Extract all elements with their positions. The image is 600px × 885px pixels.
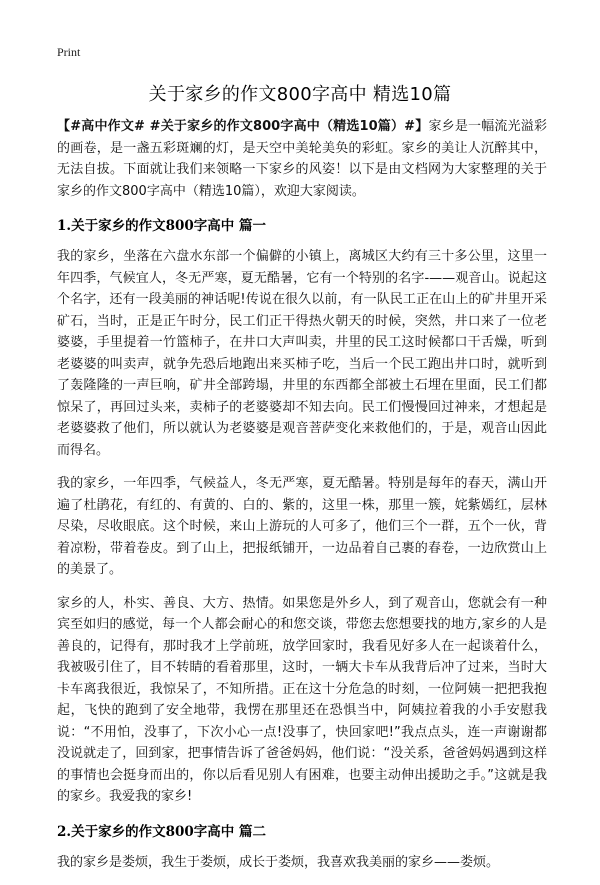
intro-paragraph	[57, 116, 547, 202]
document-body	[57, 116, 547, 885]
document-title: 关于家乡的作文800字高中 精选10篇	[148, 84, 452, 105]
intro-text: 家乡是一幅流光溢彩的画卷，是一盏五彩斑斓的灯，是天空中美轮美奂的彩虹。家乡的美让人沉醉其中，无法自拔。下面就让我们来领略一下家乡的风姿！以下是由文档网为大家整理的关于家乡的作文800字高中（精选10篇），欢迎大家阅读。	[57, 119, 547, 199]
section-heading: 1.关于家乡的作文800字高中 篇一	[57, 218, 266, 234]
intro-tag: 【#高中作文# #关于家乡的作文800字高中（精选10篇）#】	[57, 119, 429, 134]
section-paragraph: 家乡的人，朴实、善良、大方、热情。如果您是外乡人，到了观音山，您就会有一种宾至如归的感觉，每一个人都会耐心的和您交谈，带您去您想要找的地方,家乡的人是善良的，记得有，那时我才上学前班，放学回家时，我看见好多人在一起谈着什么，我被吸引住了，目不转睛的看着那里，这时，一辆大卡车从我背后冲了过来，当时大卡车离我很近，我惊呆了，不知所措。正在这十分危急的时刻，一位阿姨一把把我抱起，飞快的跑到了安全地带，我愣在那里还在恐惧当中，阿姨拉着我的小手安慰我说：“不用怕，没事了，下次小心一点!没事了，快回家吧!”我点点头，连一声谢谢都没说就走了，回到家，把事情告诉了爸爸妈妈，他们说：“没关系，爸爸妈妈遇到这样的事情也会挺身而出的，你以后看见别人有困难，也要主动伸出援助之手。”这就是我的家乡。我爱我的家乡!	[57, 595, 547, 804]
print-label: Print	[57, 45, 81, 59]
section-paragraph: 我的家乡是娄烦，我生于娄烦，成长于娄烦，我喜欢我美丽的家乡——娄烦。	[57, 854, 500, 870]
section-heading: 2.关于家乡的作文800字高中 篇二	[57, 823, 266, 840]
section-paragraph: 我的家乡，坐落在六盘水东部一个偏僻的小镇上，离城区大约有三十多公里，这里一年四季，气候宜人，冬无严寒，夏无酷暑，它有一个特别的名字-——观音山。说起这个名字，还有一段美丽的神话呢!传说在很久以前，有一队民工正在山上的矿井里开采矿石，当时，正是正午时分，民工们正干得热火朝天的时候，突然，井口来了一位老婆婆，手里提着一竹篮柿子，在井口大声叫卖，井里的民工这时候都口干舌燥，听到老婆婆的叫卖声，就争先恐后地跑出来买柿子吃，当后一个民工跑出井口时，就听到了轰隆隆的一声巨响，矿井全部跨塌，井里的东西都全部被土石埋在里面，民工们都惊呆了，再回过头来，卖柿子的老婆婆却不知去向。民工们慢慢回过神来，才想起是老婆婆救了他们，所以就认为老婆婆是观音菩萨变化来救他们的，于是，观音山因此而得名。	[57, 249, 547, 458]
section-paragraph: 我的家乡，一年四季，气候益人，冬无严寒，夏无酷暑。特别是每年的春天，满山开遍了杜鹃花，有红的、有黄的、白的、紫的，这里一株，那里一簇，姹紫嫣红，层林尽染，尽收眼底。这个时候，来山上游玩的人可多了，他们三个一群，五个一伙，背着凉粉，带着卷皮。到了山上，把报纸铺开，一边品着自己裹的春卷，一边欣赏山上的美景了。	[57, 476, 547, 577]
